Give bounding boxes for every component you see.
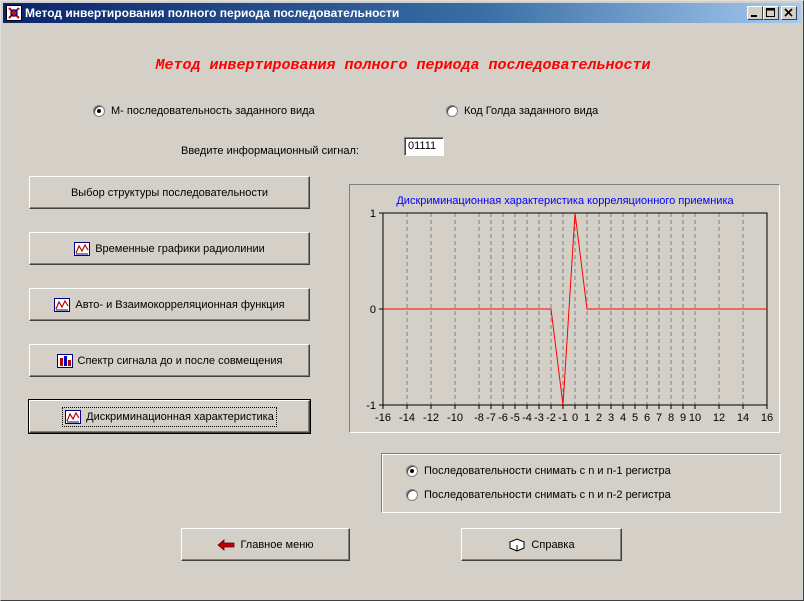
x-tick-label-6: -6	[498, 412, 508, 424]
chart-canvas	[350, 185, 781, 434]
x-tick-label-21: 9	[679, 412, 687, 424]
structure-button-label: Выбор структуры последовательности	[70, 186, 269, 199]
x-tick-label-1: -14	[399, 412, 415, 424]
y-tick-label-0: -1	[366, 400, 376, 412]
graph-icon	[65, 410, 81, 424]
help-button-label: Справка	[531, 538, 575, 551]
x-tick-label-8: -4	[522, 412, 532, 424]
x-tick-label-24: 14	[736, 412, 750, 424]
graph-icon	[74, 242, 90, 256]
window-title: Метод инвертирования полного периода последовательности	[25, 6, 400, 20]
x-tick-label-22: 10	[688, 412, 702, 424]
main-menu-button[interactable]	[181, 528, 350, 561]
radio-indicator[interactable]	[406, 465, 418, 477]
time-graphs-button-label: Временные графики радиолинии	[95, 242, 265, 255]
minimize-button[interactable]	[747, 6, 763, 20]
correlation-button-label: Авто- и Взаимокорреляционная функция	[75, 298, 285, 311]
radio-gold-code[interactable]	[446, 105, 598, 117]
info-signal-input[interactable]: 01111	[404, 137, 444, 156]
x-tick-label-13: 1	[583, 412, 591, 424]
app-icon[interactable]	[6, 5, 22, 21]
structure-button[interactable]	[29, 176, 310, 209]
x-tick-label-18: 6	[643, 412, 651, 424]
x-tick-label-15: 3	[607, 412, 615, 424]
spectrum-button[interactable]	[29, 344, 310, 377]
x-tick-label-11: -1	[558, 412, 568, 424]
book-icon	[508, 538, 526, 552]
chart-title: Дискриминационная характеристика корреляционного приемника	[396, 195, 734, 207]
main-menu-button-label: Главное меню	[240, 538, 314, 551]
y-tick-label-2: 1	[369, 208, 376, 220]
register-options-group	[381, 453, 781, 513]
radio-indicator[interactable]	[446, 105, 458, 117]
x-tick-label-10: -2	[546, 412, 556, 424]
radio-label: Код Голда заданного вида	[464, 105, 599, 117]
close-button[interactable]	[781, 6, 797, 20]
graph-icon	[54, 298, 70, 312]
x-tick-label-9: -3	[534, 412, 544, 424]
spectrum-icon	[57, 354, 73, 368]
correlation-button[interactable]	[29, 288, 310, 321]
radio-indicator[interactable]	[406, 489, 418, 501]
page-heading: Метод инвертирования полного периода последовательности	[155, 57, 651, 74]
x-tick-label-7: -5	[510, 412, 520, 424]
radio-m-sequence[interactable]	[93, 105, 315, 117]
x-tick-label-0: -16	[375, 412, 391, 424]
y-tick-label-1: 0	[369, 304, 376, 316]
time-graphs-button[interactable]	[29, 232, 310, 265]
close-icon	[784, 8, 794, 18]
radio-register-n1[interactable]	[406, 465, 671, 477]
discrimination-button-content	[65, 410, 274, 424]
radio-label: Последовательности снимать с n и n-2 регистра	[424, 489, 671, 501]
radio-label: Последовательности снимать с n и n-1 регистра	[424, 465, 671, 477]
spectrum-button-label: Спектр сигнала до и после совмещения	[77, 354, 283, 367]
radio-label: М- последовательность заданного вида	[111, 105, 315, 117]
discrimination-button-label: Дискриминационная характеристика	[86, 410, 274, 423]
x-tick-label-19: 7	[655, 412, 663, 424]
x-tick-label-5: -7	[486, 412, 496, 424]
info-signal-label: Введите информационный сигнал:	[181, 145, 359, 157]
radio-indicator[interactable]	[93, 105, 105, 117]
title-bar[interactable]	[3, 3, 801, 23]
x-tick-label-3: -10	[447, 412, 463, 424]
x-tick-label-25: 16	[760, 412, 774, 424]
x-tick-label-23: 12	[712, 412, 726, 424]
x-tick-label-17: 5	[631, 412, 639, 424]
x-tick-label-2: -12	[423, 412, 439, 424]
x-tick-label-16: 4	[619, 412, 627, 424]
help-button[interactable]	[461, 528, 622, 561]
radio-register-n2[interactable]	[406, 489, 671, 501]
x-tick-label-12: 0	[571, 412, 579, 424]
x-tick-label-20: 8	[667, 412, 675, 424]
minimize-icon	[750, 8, 760, 18]
x-tick-label-4: -8	[474, 412, 484, 424]
maximize-button[interactable]	[763, 6, 779, 20]
x-tick-label-14: 2	[595, 412, 603, 424]
discrimination-chart	[349, 184, 780, 433]
maximize-icon	[766, 8, 776, 18]
arrow-left-icon	[217, 539, 235, 551]
discrimination-button[interactable]	[29, 400, 310, 433]
